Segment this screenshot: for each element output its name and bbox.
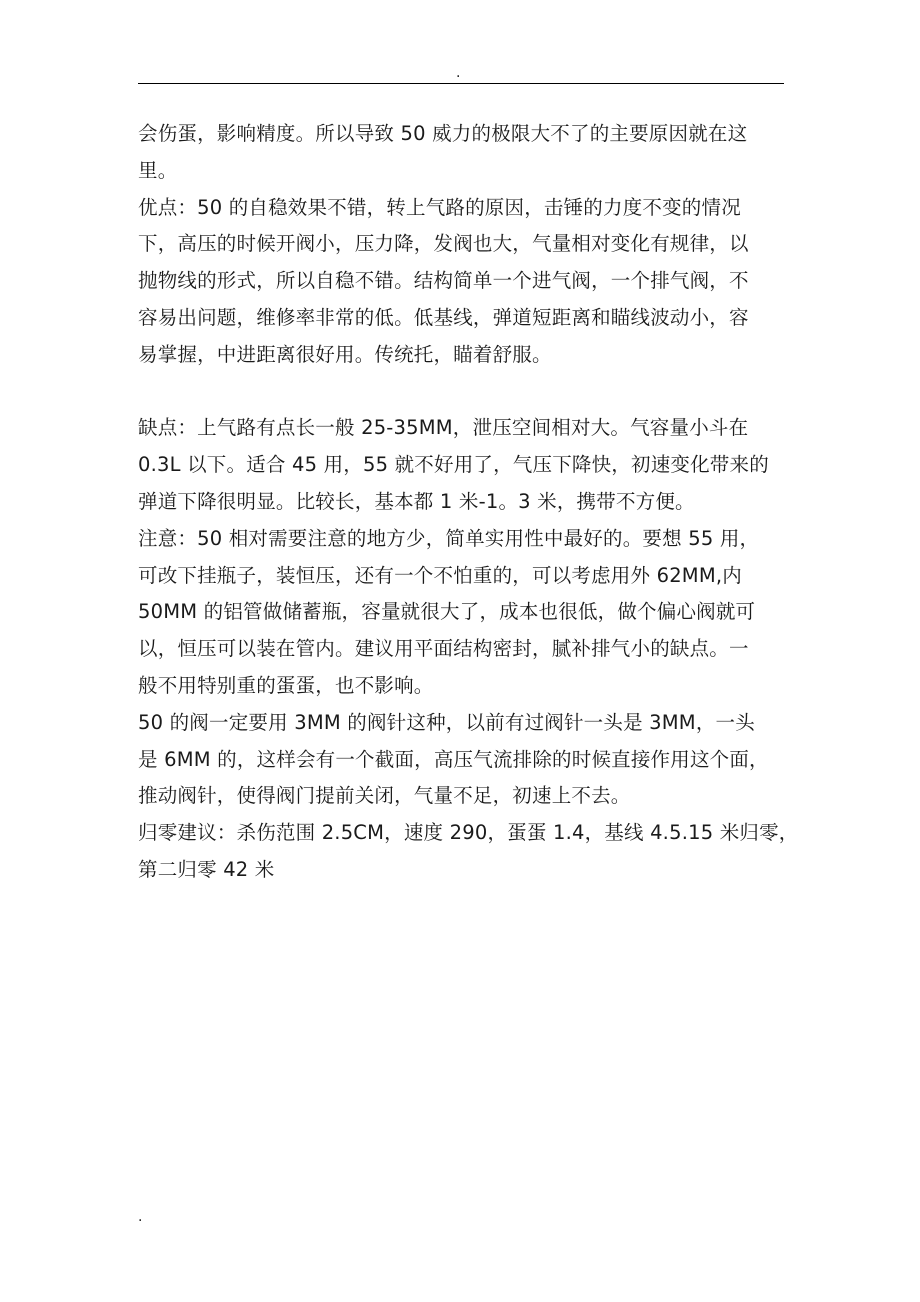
paragraph-gap bbox=[138, 374, 798, 411]
text-line: 般不用特别重的蛋蛋，也不影响。 bbox=[138, 673, 434, 697]
text-line: 0.3L 以下。适合 45 用，55 就不好用了，气压下降快，初速变化带来的 bbox=[138, 453, 769, 477]
text-line: 50MM 的铝管做储蓄瓶，容量就很大了，成本也很低，做个偏心阀就可 bbox=[138, 600, 756, 624]
text-line: 下，高压的时候开阀小，压力降，发阀也大，气量相对变化有规律，以 bbox=[138, 232, 749, 256]
text-line: 抛物线的形式，所以自稳不错。结构简单一个进气阀，一个排气阀，不 bbox=[138, 269, 749, 293]
text-line: 易掌握，中进距离很好用。传统托，瞄着舒服。 bbox=[138, 342, 552, 366]
text-line: 以，恒压可以装在管内。建议用平面结构密封，腻补排气小的缺点。一 bbox=[138, 637, 749, 661]
paragraph-notes bbox=[138, 521, 798, 705]
paragraph-valve bbox=[138, 705, 798, 815]
text-line: 注意：50 相对需要注意的地方少，简单实用性中最好的。要想 55 用， bbox=[138, 526, 760, 550]
text-line: 弹道下降很明显。比较长，基本都 1 米-1。3 米，携带不方便。 bbox=[138, 489, 695, 513]
paragraph-zeroing bbox=[138, 815, 798, 889]
text-line: 第二归零 42 米 bbox=[138, 857, 275, 881]
text-line: 优点：50 的自稳效果不错，转上气路的原因，击锤的力度不变的情况 bbox=[138, 195, 741, 219]
footer-mark: . bbox=[138, 1209, 143, 1225]
header-divider bbox=[138, 83, 784, 84]
header-mark: . bbox=[456, 65, 461, 81]
paragraph-intro bbox=[138, 116, 798, 190]
text-line: 可改下挂瓶子，装恒压，还有一个不怕重的，可以考虑用外 62MM,内 bbox=[138, 563, 742, 587]
text-line: 是 6MM 的，这样会有一个截面，高压气流排除的时候直接作用这个面， bbox=[138, 747, 769, 771]
text-line: 容易出问题，维修率非常的低。低基线，弹道短距离和瞄线波动小，容 bbox=[138, 305, 749, 329]
document-body bbox=[138, 116, 798, 889]
paragraph-disadvantages bbox=[138, 410, 798, 520]
text-line: 缺点：上气路有点长一般 25-35MM，泄压空间相对大。气容量小斗在 bbox=[138, 416, 749, 440]
text-line: 里。 bbox=[138, 158, 178, 182]
text-line: 推动阀针，使得阀门提前关闭，气量不足，初速上不去。 bbox=[138, 784, 631, 808]
text-line: 会伤蛋，影响精度。所以导致 50 威力的极限大不了的主要原因就在这 bbox=[138, 122, 748, 145]
text-line: 50 的阀一定要用 3MM 的阀针这种，以前有过阀针一头是 3MM，一头 bbox=[138, 710, 755, 734]
text-line: 归零建议：杀伤范围 2.5CM，速度 290，蛋蛋 1.4，基线 4.5.15 米归零， bbox=[138, 821, 799, 845]
paragraph-advantages bbox=[138, 190, 798, 374]
